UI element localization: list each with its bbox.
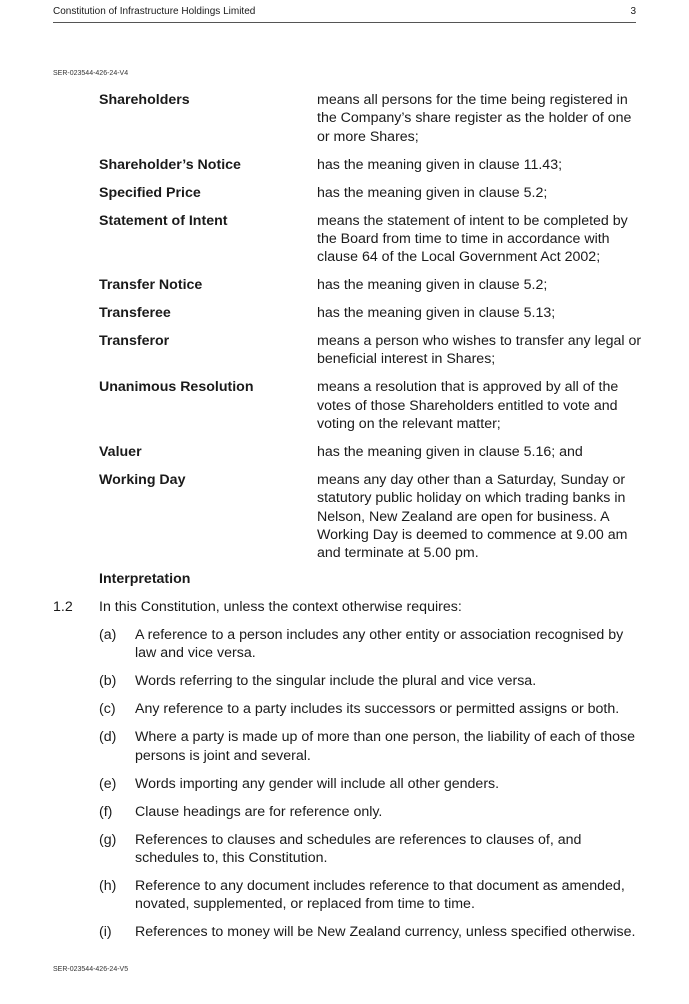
list-item-text: Words importing any gender will include all other genders. xyxy=(135,775,500,792)
definition-meaning: has the meaning given in clause 5.16; and xyxy=(317,443,583,460)
document-reference-top: SER-023544-426-24-V4 xyxy=(53,70,129,77)
list-item-label: (e) xyxy=(99,775,117,792)
list-item xyxy=(99,775,644,793)
document-title: Constitution of Infrastructure Holdings Limited xyxy=(53,6,256,17)
definition-term: Shareholders xyxy=(99,92,190,108)
definition-meaning: has the meaning given in clause 5.2; xyxy=(317,184,548,201)
list-item xyxy=(99,803,644,821)
definition-meaning: means any day other than a Saturday, Sunday or statutory public holiday on which trading banks in Nelson, New Zealand are open for business. A Working Day is deemed to commence at 9.00 am and terminate at 5.00 pm. xyxy=(317,471,628,562)
document-reference-bottom: SER-023544-426-24-V5 xyxy=(53,966,129,973)
list-item-text: Reference to any document includes reference to that document as amended, novated, supplemented, or replaced from time to time. xyxy=(135,877,625,913)
definition-meaning: means all persons for the time being registered in the Company’s share register as the holder of one or more Shares; xyxy=(317,92,632,145)
list-item xyxy=(99,700,644,718)
list-item-text: Any reference to a party includes its successors or permitted assigns or both. xyxy=(135,701,620,718)
list-item-label: (i) xyxy=(99,924,112,941)
definition-term: Unanimous Resolution xyxy=(99,379,254,396)
definition-row xyxy=(99,91,644,146)
definition-term: Statement of Intent xyxy=(99,212,228,229)
definition-term: Transferor xyxy=(99,333,170,350)
list-item-label: (h) xyxy=(99,877,117,894)
definition-row xyxy=(99,156,644,174)
list-item xyxy=(99,728,644,765)
list-item xyxy=(99,672,644,690)
list-item-text: Words referring to the singular include the plural and vice versa. xyxy=(135,673,537,690)
definition-meaning: means a person who wishes to transfer any legal or beneficial interest in Shares; xyxy=(317,333,642,368)
list-item-label: (d) xyxy=(99,729,117,746)
list-item-label: (b) xyxy=(99,673,117,690)
definition-term: Valuer xyxy=(99,443,142,460)
definition-term: Working Day xyxy=(99,471,186,488)
interpretation-heading: Interpretation xyxy=(99,571,191,587)
definition-meaning: means a resolution that is approved by all of the votes of those Shareholders entitled to vote and voting on the relevant matter; xyxy=(317,379,619,432)
definition-row xyxy=(99,443,644,461)
definitions-list xyxy=(99,91,644,572)
list-item-text: References to clauses and schedules are references to clauses of, and schedules to, this Constitution. xyxy=(135,831,582,866)
list-item-label: (f) xyxy=(99,803,113,820)
list-item-label: (g) xyxy=(99,831,117,848)
page-header xyxy=(53,4,636,23)
list-item-label: (c) xyxy=(99,701,116,718)
list-item xyxy=(99,923,644,941)
definition-meaning: has the meaning given in clause 5.13; xyxy=(317,305,556,322)
list-item-label: (a) xyxy=(99,627,117,643)
clause-text: In this Constitution, unless the context otherwise requires: xyxy=(99,599,462,615)
list-item-text: A reference to a person includes any other entity or association recognised by law and vice versa. xyxy=(135,627,624,662)
definition-row xyxy=(99,304,644,322)
list-item-text: References to money will be New Zealand currency, unless specified otherwise. xyxy=(135,924,636,941)
list-item-text: Clause headings are for reference only. xyxy=(135,803,383,820)
interpretation-list xyxy=(99,626,644,951)
definition-row xyxy=(99,332,644,369)
list-item xyxy=(99,877,644,914)
definition-row xyxy=(99,471,644,562)
definition-row xyxy=(99,184,644,202)
definition-term: Transfer Notice xyxy=(99,277,203,294)
definition-row xyxy=(99,212,644,267)
definition-term: Specified Price xyxy=(99,184,201,201)
definition-meaning: has the meaning given in clause 11.43; xyxy=(317,156,563,173)
definition-term: Shareholder’s Notice xyxy=(99,156,241,173)
definition-row xyxy=(99,276,644,294)
definition-row xyxy=(99,378,644,433)
page-number: 3 xyxy=(630,6,636,17)
definition-term: Transferee xyxy=(99,305,171,322)
definition-meaning: means the statement of intent to be completed by the Board from time to time in accordance with clause 64 of the Local Government Act 2002; xyxy=(317,212,628,266)
clause-number: 1.2 xyxy=(53,599,73,615)
list-item-text: Where a party is made up of more than one person, the liability of each of those persons is joint and several. xyxy=(135,729,635,764)
list-item xyxy=(99,626,644,663)
definition-meaning: has the meaning given in clause 5.2; xyxy=(317,277,548,294)
list-item xyxy=(99,831,644,868)
